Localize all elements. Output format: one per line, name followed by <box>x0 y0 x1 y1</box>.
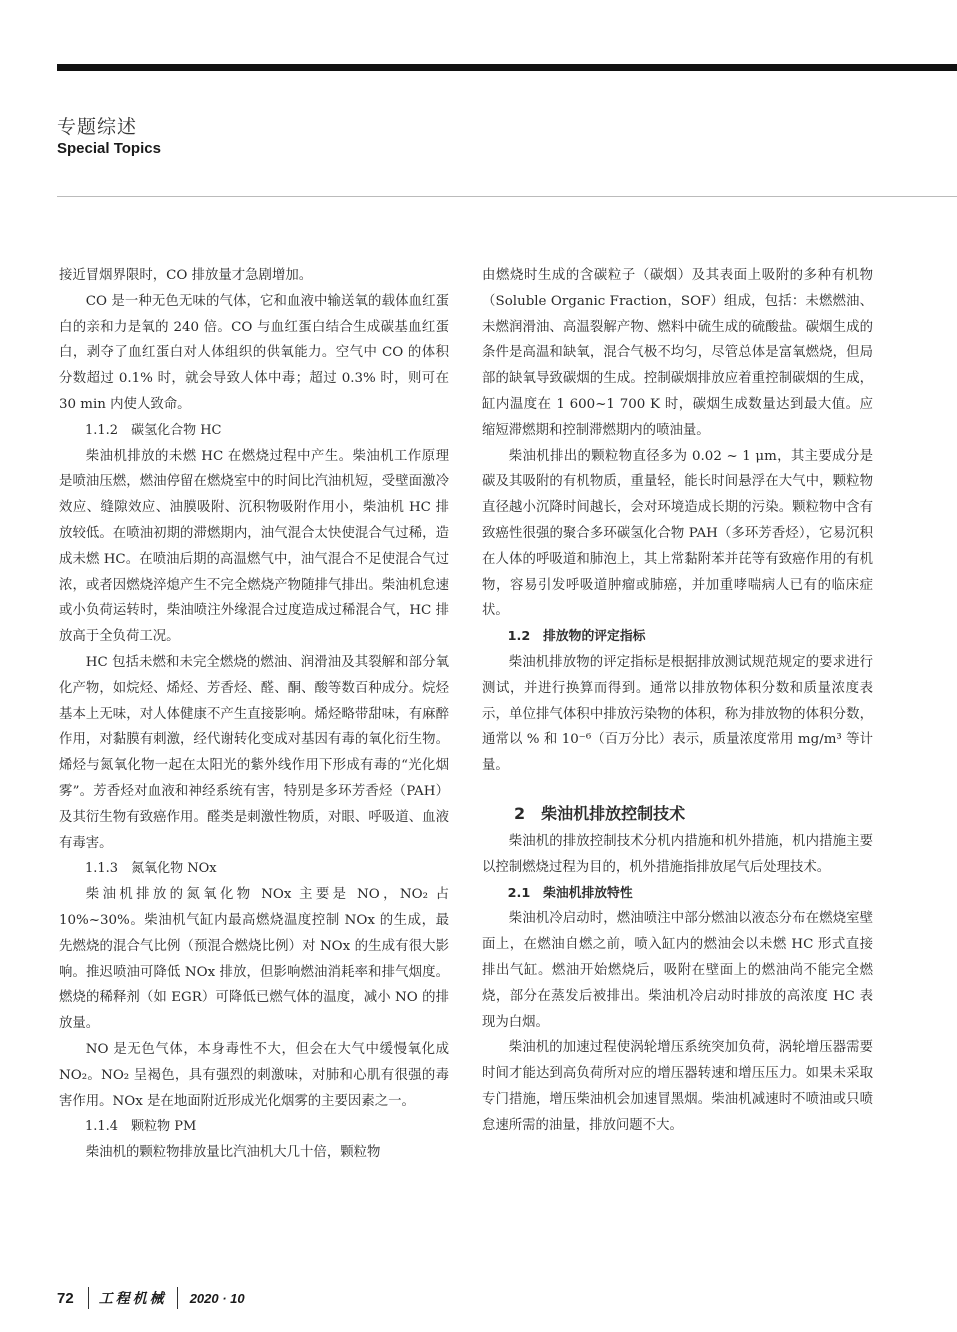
section-title-cn: 专题综述 <box>57 116 138 138</box>
body-paragraph: 柴油机冷启动时，燃油喷注中部分燃油以液态分布在燃烧室壁面上，在燃油自燃之前，喷入缸内的燃油会以未燃 HC 形式直接排出气缸。燃油开始燃烧后，吸附在壁面上的燃油尚不能完全燃烧，部分在蒸发后被排出。柴油机冷启动时排放的高浓度 HC 表现为白烟。 <box>482 911 873 1030</box>
body-paragraph: CO 是一种无色无味的气体，它和血液中输送氧的载体血红蛋白的亲和力是氧的 240 倍。CO 与血红蛋白结合生成碳基血红蛋白，剥夺了血红蛋白对人体组织的供氧能力。空气中 CO 的体积分数超过 0.1% 时，就会导致人体中毒；超过 0.3% 时，则可在 30 min 内使人致命。 <box>59 293 449 412</box>
body-paragraph: 柴油机的加速过程使涡轮增压系统突加负荷，涡轮增压器需要时间才能达到高负荷所对应的增压器转速和增压压力。如果未采取专门措施，增压柴油机会加速冒黑烟。柴油机减速时不喷油或只喷怠速所需的油量，排放问题不大。 <box>482 1040 873 1133</box>
body-paragraph: 由燃烧时生成的含碳粒子（碳烟）及其表面上吸附的多种有机物（Soluble Organic Fraction，SOF）组成，包括：未燃燃油、未燃润滑油、高温裂解产物、燃料中硫生成的硫酸盐。碳烟生成的条件是高温和缺氧，混合气极不均匀，尽管总体是富氧燃烧，但局部的缺氧导致碳烟的生成。控制碳烟排放应着重控制碳烟的生成，缸内温度在 1 600~1 700 K 时，碳烟生成数量达到最大值。应缩短滞燃期和控制滞燃期内的喷油量。 <box>482 268 873 438</box>
footer-divider <box>177 1287 178 1309</box>
body-paragraph: 柴油机排出的颗粒物直径多为 0.02 ~ 1 μm，其主要成分是碳及其吸附的有机物质，重量轻，能长时间悬浮在大气中，颗粒物直径越小沉降时间越长，会对环境造成长期的污染。颗粒物中含有致癌性很强的聚合多环碳氢化合物 PAH（多环芳香烃），它易沉积在人体的呼吸道和肺泡上，其上常黏附苯并芘等有致癌作用的有机物，容易引发呼吸道肿瘤或肺癌，并加重哮喘病人已有的临床症状。 <box>482 448 873 619</box>
body-paragraph: 柴油机排放物的评定指标是根据排放测试规范规定的要求进行测试，并进行换算而得到。通常以排放物体积分数和质量浓度表示，单位排气体积中排放污染物的体积，称为排放物的体积分数，通常以 % 和 10⁻⁶（百万分比）表示，质量浓度常用 mg/m³ 等计量。 <box>482 654 873 774</box>
body-paragraph: NO 是无色气体，本身毒性不大，但会在大气中缓慢氧化成 NO₂。NO₂ 呈褐色，具有强烈的刺激味，对肺和心肌有很强的毒害作用。NOx 是在地面附近形成光化烟雾的主要因素之一。 <box>59 1041 449 1109</box>
subsection-heading: 1.1.2 碳氢化合物 HC <box>85 422 222 438</box>
subsection-heading: 1.1.4 颗粒物 PM <box>85 1119 197 1135</box>
header-rule-thick <box>57 64 957 71</box>
section-heading: 1.2 排放物的评定指标 <box>507 629 646 645</box>
issue-number: 2020 · 10 <box>189 1290 245 1306</box>
journal-name: 工程机械 <box>98 1291 167 1307</box>
body-paragraph: 柴油机排放的氮氧化物 NOx 主要是 NO，NO₂ 占 10%~30%。柴油机气缸内最高燃烧温度控制 NOx 的生成，最先燃烧的混合气比例（预混合燃烧比例）对 NOx 的生成有很大影响。推迟喷油可降低 NOx 排放，但影响燃油消耗率和排气烟度。燃烧的稀释剂（如 EGR）可降低已燃气体的温度，减小 NO 的排放量。 <box>59 887 449 1032</box>
body-paragraph: 柴油机的排放控制技术分机内措施和机外措施，机内措施主要以控制燃烧过程为目的，机外措施指排放尾气后处理技术。 <box>482 833 873 875</box>
header-rule-thin <box>57 196 957 197</box>
right-text-column <box>482 263 873 1139</box>
body-paragraph: 柴油机排放的未燃 HC 在燃烧过程中产生。柴油机工作原理是喷油压燃，燃油停留在燃烧室中的时间比汽油机短，受壁面激冷效应、缝隙效应、油膜吸附、沉积物吸附作用小，柴油机 HC 排放较低。在喷油初期的滞燃期内，油气混合太快使混合气过稀，造成未燃 HC。在喷油后期的高温燃气中，油气混合不足使混合气过浓，或者因燃烧淬熄产生不完全燃烧产物随排气排出。柴油机怠速或小负荷运转时，柴油喷注外缘混合过度造成过稀混合气，HC 排放高于全负荷工况。 <box>59 448 449 645</box>
section-title-en: Special Topics <box>57 140 161 157</box>
body-paragraph: 接近冒烟界限时，CO 排放量才急剧增加。 <box>59 268 313 283</box>
left-text-column <box>59 263 449 1166</box>
section-heading: 2.1 柴油机排放特性 <box>507 885 633 901</box>
page-footer <box>57 1287 245 1309</box>
subsection-heading: 1.1.3 氮氧化物 NOx <box>85 861 217 877</box>
page-number: 72 <box>57 1289 74 1307</box>
chapter-heading: 2 柴油机排放控制技术 <box>514 803 686 823</box>
footer-divider <box>88 1287 89 1309</box>
body-paragraph: 柴油机的颗粒物排放量比汽油机大几十倍，颗粒物 <box>85 1145 381 1161</box>
body-paragraph: HC 包括未燃和未完全燃烧的燃油、润滑油及其裂解和部分氧化产物，如烷烃、烯烃、芳香烃、醛、酮、酸等数百种成分。烷烃基本上无味，对人体健康不产生直接影响。烯烃略带甜味，有麻醉作用，对黏膜有刺激，经代谢转化变成对基因有毒的氧化衍生物。烯烃与氮氧化物一起在太阳光的紫外线作用下形成有毒的“光化烟雾”。芳香烃对血液和神经系统有害，特别是多环芳香烃（PAH）及其衍生物有致癌作用。醛类是刺激性物质，对眼、呼吸道、血液有毒害。 <box>59 654 449 851</box>
